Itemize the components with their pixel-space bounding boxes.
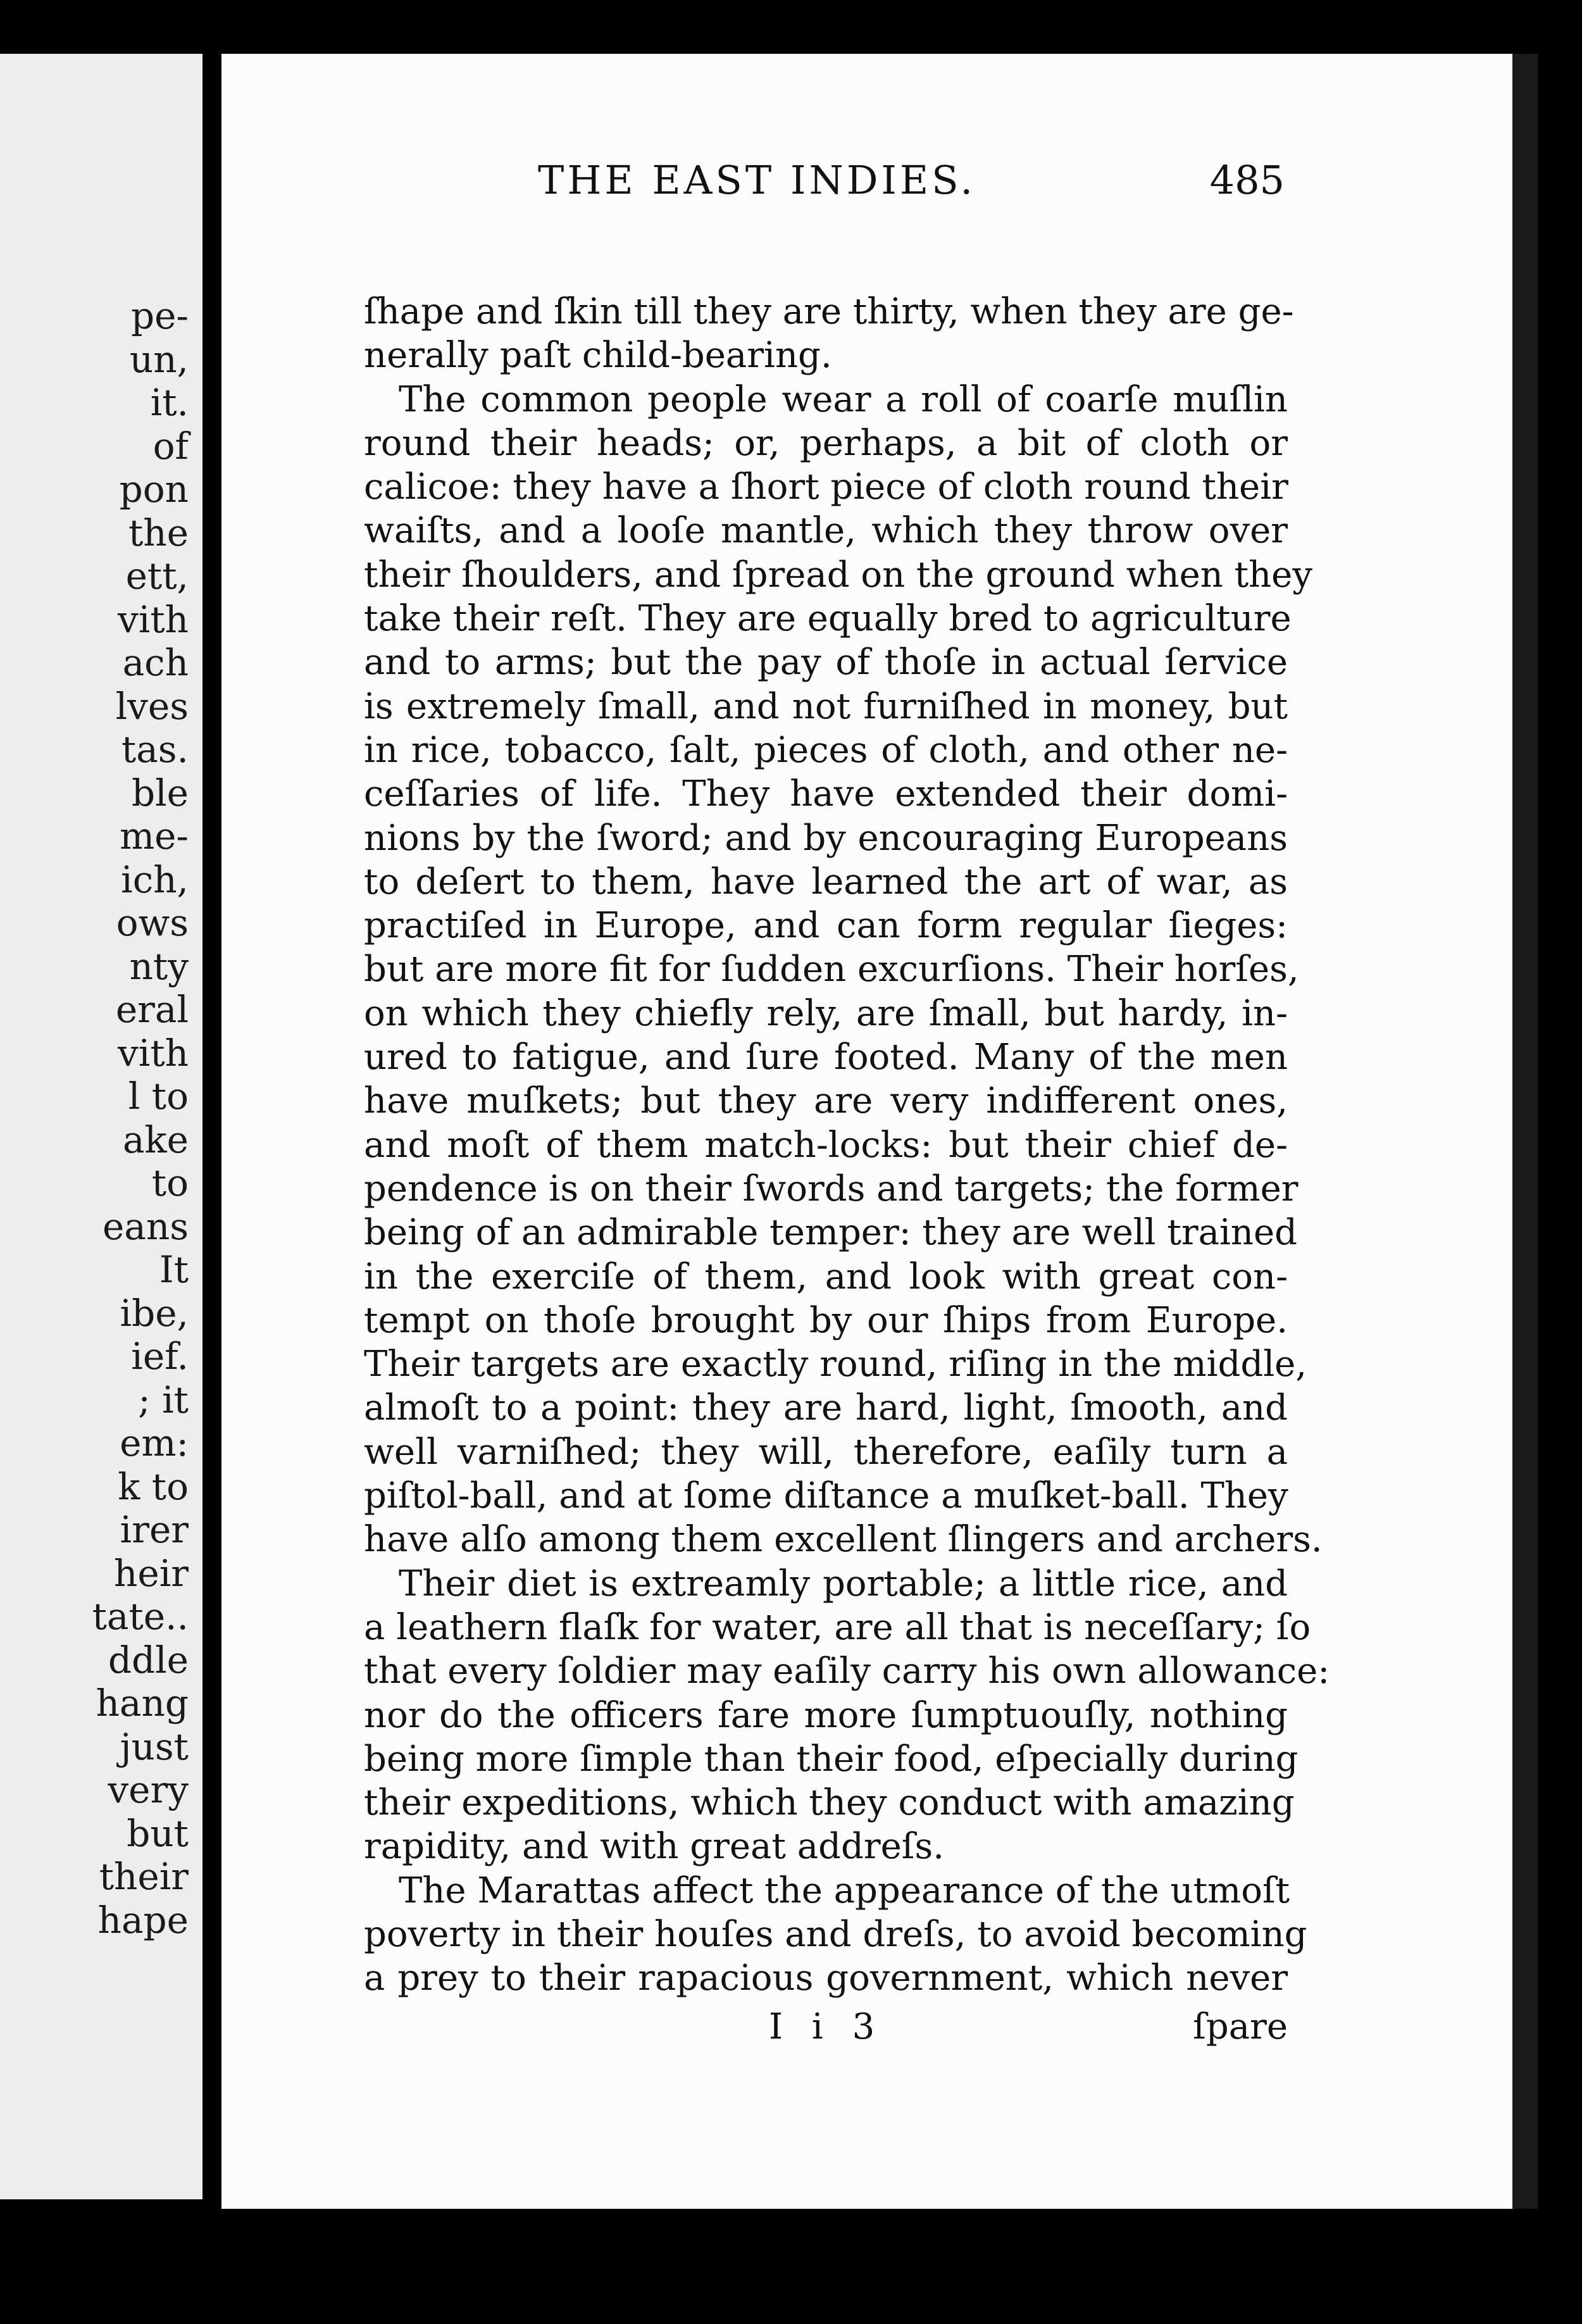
fragment: eans	[102, 1204, 189, 1248]
fragment: of	[153, 424, 189, 468]
fragment: vith	[118, 1031, 189, 1075]
fragment: k to	[118, 1465, 189, 1508]
fragment: nty	[129, 944, 189, 988]
text-line: well varniſhed; they will, therefore, eaſily turn a	[364, 1431, 1288, 1473]
fragment: It	[159, 1248, 189, 1291]
text-line: calicoe: they have a ſhort piece of cloth round their	[364, 466, 1288, 508]
text-line: nerally paſt child-bearing.	[364, 335, 832, 377]
fragment: to	[151, 1161, 189, 1204]
fragment: ief.	[131, 1335, 189, 1378]
fragment: heir	[114, 1551, 189, 1595]
fragment: ich,	[121, 858, 189, 901]
text-line: Their diet is extreamly portable; a little rice, and	[399, 1563, 1288, 1604]
text-line: practiſed in Europe, and can form regular ſieges:	[364, 905, 1288, 947]
text-line: a prey to their rapacious government, which never	[364, 1958, 1288, 1999]
fragment: lves	[115, 684, 189, 728]
text-line: their expeditions, which they conduct with amazing	[364, 1782, 1295, 1824]
text-line: to deſert to them, have learned the art of war, as	[364, 861, 1288, 903]
text-line: Their targets are exactly round, riſing in the middle,	[364, 1344, 1307, 1385]
fragment: pon	[119, 468, 189, 511]
fragment: it.	[150, 381, 189, 424]
text-line: and to arms; but the pay of thoſe in actual ſervice	[364, 642, 1288, 684]
fragment: ble	[131, 771, 189, 815]
page-header	[320, 157, 1285, 214]
text-line: and moſt of them match-locks: but their chief de-	[364, 1124, 1288, 1166]
fragment: ake	[122, 1118, 189, 1161]
fragment: ach	[122, 641, 189, 684]
text-line: The Marattas affect the appearance of the utmoſt	[399, 1870, 1290, 1911]
text-line: piſtol-ball, and at ſome diſtance a muſket-ball. They	[364, 1475, 1288, 1517]
fragment: ddle	[108, 1638, 189, 1682]
fragment: their	[99, 1855, 189, 1898]
text-line: their ſhoulders, and ſpread on the ground when they	[364, 554, 1312, 596]
text-line: take their reſt. They are equally bred to agriculture	[364, 598, 1292, 640]
fragment: tate..	[92, 1595, 189, 1638]
fragment: ibe,	[120, 1291, 189, 1335]
text-line: poverty in their houſes and dreſs, to avoid becoming	[364, 1913, 1307, 1955]
text-line: in the exerciſe of them, and look with great con-	[364, 1256, 1288, 1297]
running-head: THE EAST INDIES.	[538, 157, 976, 203]
facing-page-text-fragments	[92, 294, 189, 1942]
text-line: The common people wear a roll of coarſe muſlin	[399, 378, 1288, 420]
fragment: pe-	[130, 294, 189, 337]
text-line: nions by the ſword; and by encouraging Europeans	[364, 817, 1288, 859]
text-line: waiſts, and a looſe mantle, which they throw over	[364, 510, 1288, 552]
text-line: being more ſimple than their food, eſpecially during	[364, 1738, 1299, 1780]
fragment: irer	[120, 1508, 189, 1551]
fragment: ; it	[138, 1378, 189, 1421]
text-line: ceſſaries of life. They have extended their domi-	[364, 773, 1288, 815]
fragment: ows	[116, 901, 189, 944]
fragment: but	[127, 1811, 189, 1855]
text-line: on which they chiefly rely, are ſmall, but hardy, in-	[364, 992, 1288, 1034]
text-line: that every ſoldier may eaſily carry his own allowance:	[364, 1651, 1330, 1692]
fragment: the	[128, 511, 189, 554]
fragment: ett,	[125, 554, 189, 597]
fragment: l to	[128, 1075, 189, 1118]
text-line: but are more fit for ſudden excurſions. Their horſes,	[364, 949, 1299, 990]
page-edge-shadow	[1512, 54, 1538, 2209]
fragment: just	[120, 1725, 189, 1768]
text-line: rapidity, and with great addreſs.	[364, 1826, 944, 1868]
text-line: nor do the officers fare more ſumptuouſly, nothing	[364, 1694, 1288, 1736]
text-line: pendence is on their ſwords and targets; the former	[364, 1168, 1299, 1209]
catchword: ſpare	[1193, 2006, 1288, 2047]
page-footer	[364, 2006, 1288, 2057]
fragment: eral	[115, 988, 189, 1031]
text-line: round their heads; or, perhaps, a bit of cloth or	[364, 422, 1288, 464]
text-line: ſhape and ſkin till they are thirty, when they are ge-	[364, 291, 1294, 332]
text-line: a leathern flaſk for water, are all that is neceſſary; ſo	[364, 1606, 1311, 1648]
text-line: in rice, tobacco, ſalt, pieces of cloth, and other ne-	[364, 729, 1288, 771]
fragment: hape	[97, 1898, 189, 1942]
text-line: almoſt to a point: they are hard, light, ſmooth, and	[364, 1387, 1288, 1429]
fragment: hang	[96, 1682, 189, 1725]
facing-page	[0, 54, 202, 2199]
fragment: me-	[120, 815, 189, 858]
fragment: vith	[118, 597, 189, 641]
body-text	[364, 290, 1330, 2001]
text-line: have muſkets; but they are very indifferent ones,	[364, 1080, 1288, 1122]
fragment: very	[108, 1768, 189, 1811]
fragment: un,	[129, 337, 189, 381]
text-line: ured to fatigue, and ſure footed. Many of the men	[364, 1037, 1288, 1078]
text-line: tempt on thoſe brought by our ſhips from Europe.	[364, 1299, 1288, 1341]
page-number: 485	[1209, 157, 1285, 203]
fragment: tas.	[121, 728, 189, 771]
signature-mark: I i 3	[769, 2006, 884, 2047]
text-line: is extremely ſmall, and not furniſhed in money, but	[364, 685, 1288, 727]
text-line: have alſo among them excellent ſlingers and archers.	[364, 1519, 1323, 1561]
text-line: being of an admirable temper: they are well trained	[364, 1212, 1297, 1254]
fragment: em:	[120, 1421, 189, 1465]
